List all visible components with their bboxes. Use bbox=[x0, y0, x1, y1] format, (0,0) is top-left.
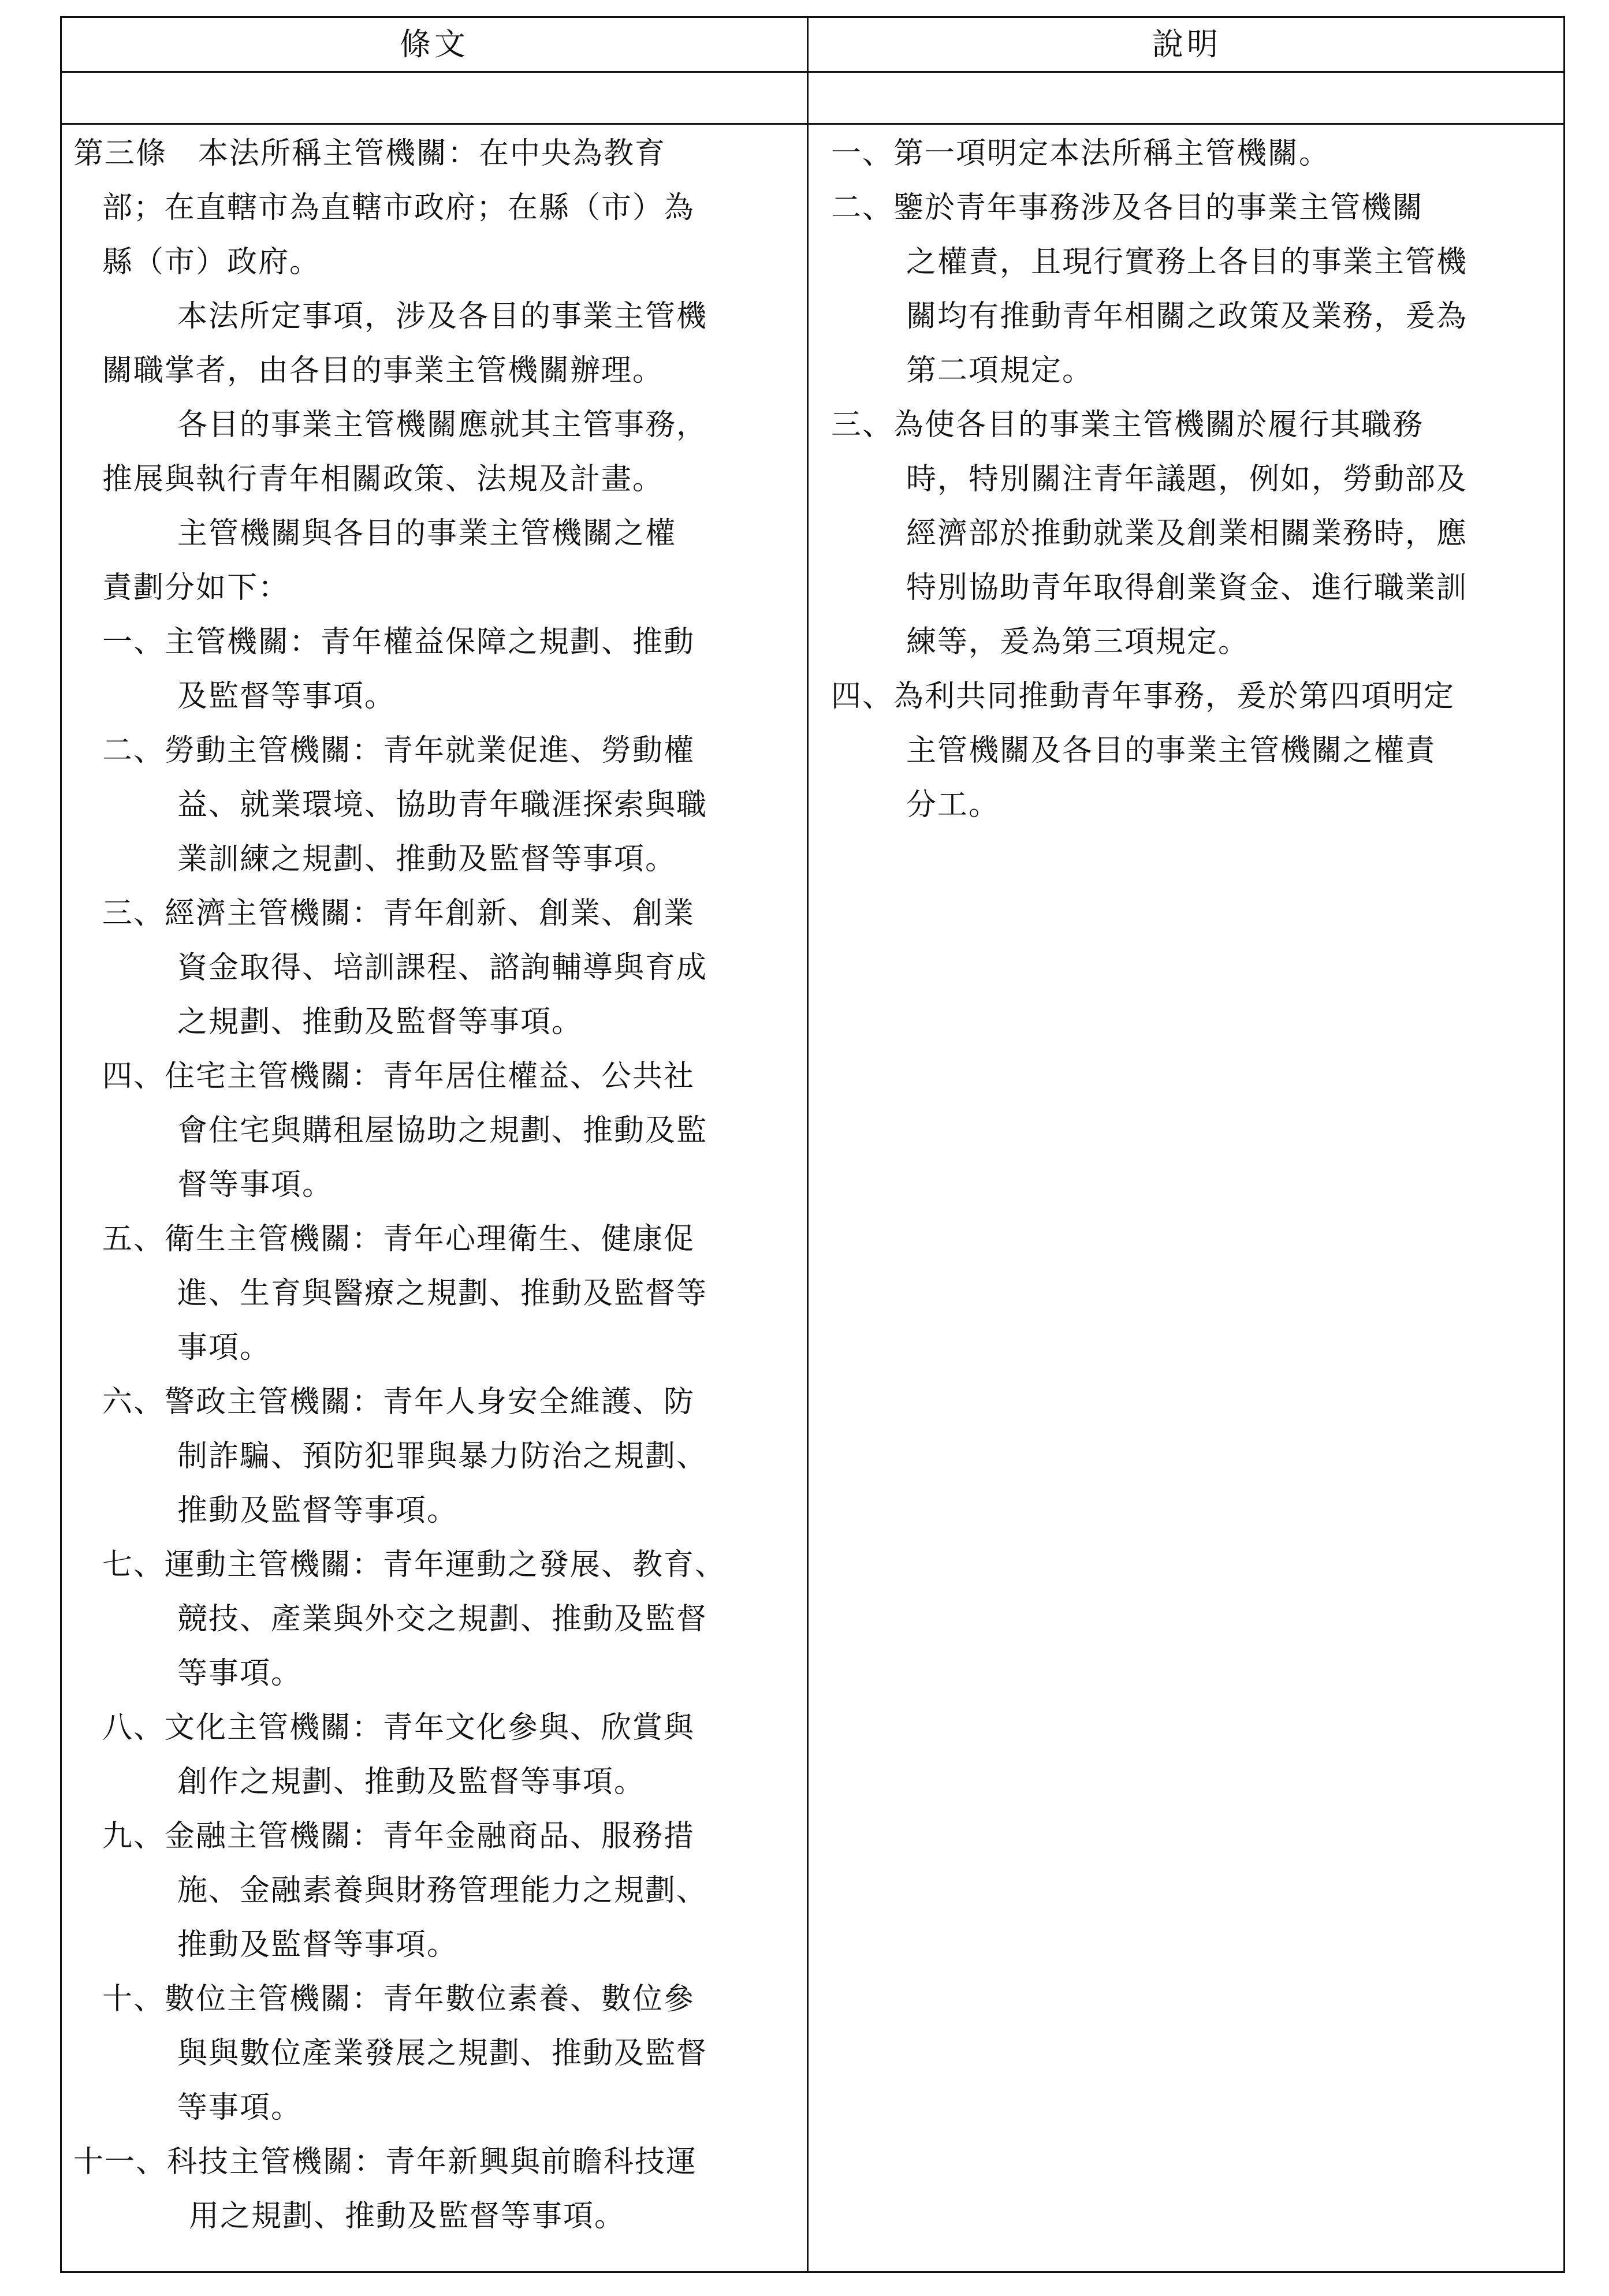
explanation-line: 一、第一項明定本法所稱主管機關。 bbox=[831, 136, 1331, 171]
article-line: 用之規劃、推動及監督等事項。 bbox=[189, 2199, 626, 2234]
explanation-line: 特別協助青年取得創業資金、進行職業訓 bbox=[906, 571, 1468, 605]
header-article: 條文 bbox=[400, 26, 469, 62]
article-line: 縣（市）政府。 bbox=[102, 245, 321, 279]
explanation-line: 時，特別關注青年議題，例如，勞動部及 bbox=[906, 462, 1468, 497]
article-line: 施、金融素養與財務管理能力之規劃、 bbox=[177, 1873, 708, 1908]
article-line: 主管機關與各目的事業主管機關之權 bbox=[177, 516, 677, 551]
article-line: 創作之規劃、推動及監督等事項。 bbox=[177, 1765, 646, 1799]
blank-row bbox=[62, 71, 1563, 125]
article-line: 本法所定事項，涉及各目的事業主管機 bbox=[177, 299, 708, 334]
explanation-line: 分工。 bbox=[906, 788, 1000, 822]
explanation-line: 練等，爰為第三項規定。 bbox=[906, 625, 1250, 659]
article-line: 競技、產業與外交之規劃、推動及監督 bbox=[177, 1602, 708, 1637]
explanation-line: 二、鑒於青年事務涉及各目的事業主管機關 bbox=[831, 191, 1424, 225]
article-line: 二、勞動主管機關：青年就業促進、勞動權 bbox=[102, 733, 695, 768]
explanation-column bbox=[831, 126, 1553, 832]
table-header bbox=[62, 18, 1563, 73]
article-line: 推展與執行青年相關政策、法規及計畫。 bbox=[102, 462, 664, 497]
article-line: 五、衛生主管機關：青年心理衛生、健康促 bbox=[102, 1222, 695, 1257]
article-line: 等事項。 bbox=[177, 1656, 303, 1691]
explanation-line: 四、為利共同推動青年事務，爰於第四項明定 bbox=[831, 679, 1455, 714]
explanation-line: 三、為使各目的事業主管機關於履行其職務 bbox=[831, 408, 1424, 442]
article-line: 益、就業環境、協助青年職涯探索與職 bbox=[177, 788, 708, 822]
explanation-line: 主管機關及各目的事業主管機關之權責 bbox=[906, 733, 1437, 768]
column-divider bbox=[807, 18, 809, 2271]
article-line: 三、經濟主管機關：青年創新、創業、創業 bbox=[102, 896, 695, 931]
explanation-line: 經濟部於推動就業及創業相關業務時，應 bbox=[906, 516, 1468, 551]
article-line: 九、金融主管機關：青年金融商品、服務措 bbox=[102, 1819, 695, 1854]
article-line: 等事項。 bbox=[177, 2090, 303, 2125]
article-line: 會住宅與購租屋協助之規劃、推動及監 bbox=[177, 1113, 708, 1148]
article-column bbox=[73, 126, 795, 2243]
article-line: 督等事項。 bbox=[177, 1168, 334, 1202]
article-line: 十、數位主管機關：青年數位素養、數位參 bbox=[102, 1982, 695, 2017]
article-line: 各目的事業主管機關應就其主管事務， bbox=[177, 408, 708, 442]
article-line: 事項。 bbox=[177, 1330, 271, 1365]
comparison-table bbox=[60, 16, 1565, 2273]
article-line: 資金取得、培訓課程、諮詢輔導與育成 bbox=[177, 951, 708, 985]
article-line: 推動及監督等事項。 bbox=[177, 1493, 459, 1528]
explanation-line: 第二項規定。 bbox=[906, 353, 1094, 388]
article-line: 第三條 本法所稱主管機關：在中央為教育 bbox=[73, 136, 666, 171]
article-line: 之規劃、推動及監督等事項。 bbox=[177, 1005, 583, 1039]
explanation-line: 關均有推動青年相關之政策及業務，爰為 bbox=[906, 299, 1468, 334]
article-line: 進、生育與醫療之規劃、推動及監督等 bbox=[177, 1276, 708, 1311]
article-line: 與與數位產業發展之規劃、推動及監督 bbox=[177, 2036, 708, 2071]
article-line: 及監督等事項。 bbox=[177, 679, 396, 714]
article-line: 制詐騙、預防犯罪與暴力防治之規劃、 bbox=[177, 1439, 708, 1474]
article-line: 部；在直轄市為直轄市政府；在縣（市）為 bbox=[102, 191, 695, 225]
article-line: 推動及監督等事項。 bbox=[177, 1928, 459, 1962]
article-line: 一、主管機關：青年權益保障之規劃、推動 bbox=[102, 625, 695, 659]
article-line: 責劃分如下： bbox=[102, 571, 290, 605]
article-line: 八、文化主管機關：青年文化參與、欣賞與 bbox=[102, 1710, 695, 1745]
article-line: 七、運動主管機關：青年運動之發展、教育、 bbox=[102, 1548, 727, 1582]
explanation-line: 之權責，且現行實務上各目的事業主管機 bbox=[906, 245, 1468, 279]
article-line: 業訓練之規劃、推動及監督等事項。 bbox=[177, 842, 677, 877]
header-explanation: 說明 bbox=[1152, 26, 1221, 62]
article-line: 關職掌者，由各目的事業主管機關辦理。 bbox=[102, 353, 664, 388]
article-line: 四、住宅主管機關：青年居住權益、公共社 bbox=[102, 1059, 695, 1094]
article-line: 六、警政主管機關：青年人身安全維護、防 bbox=[102, 1385, 695, 1419]
article-line: 十一、科技主管機關：青年新興與前瞻科技運 bbox=[73, 2145, 698, 2179]
